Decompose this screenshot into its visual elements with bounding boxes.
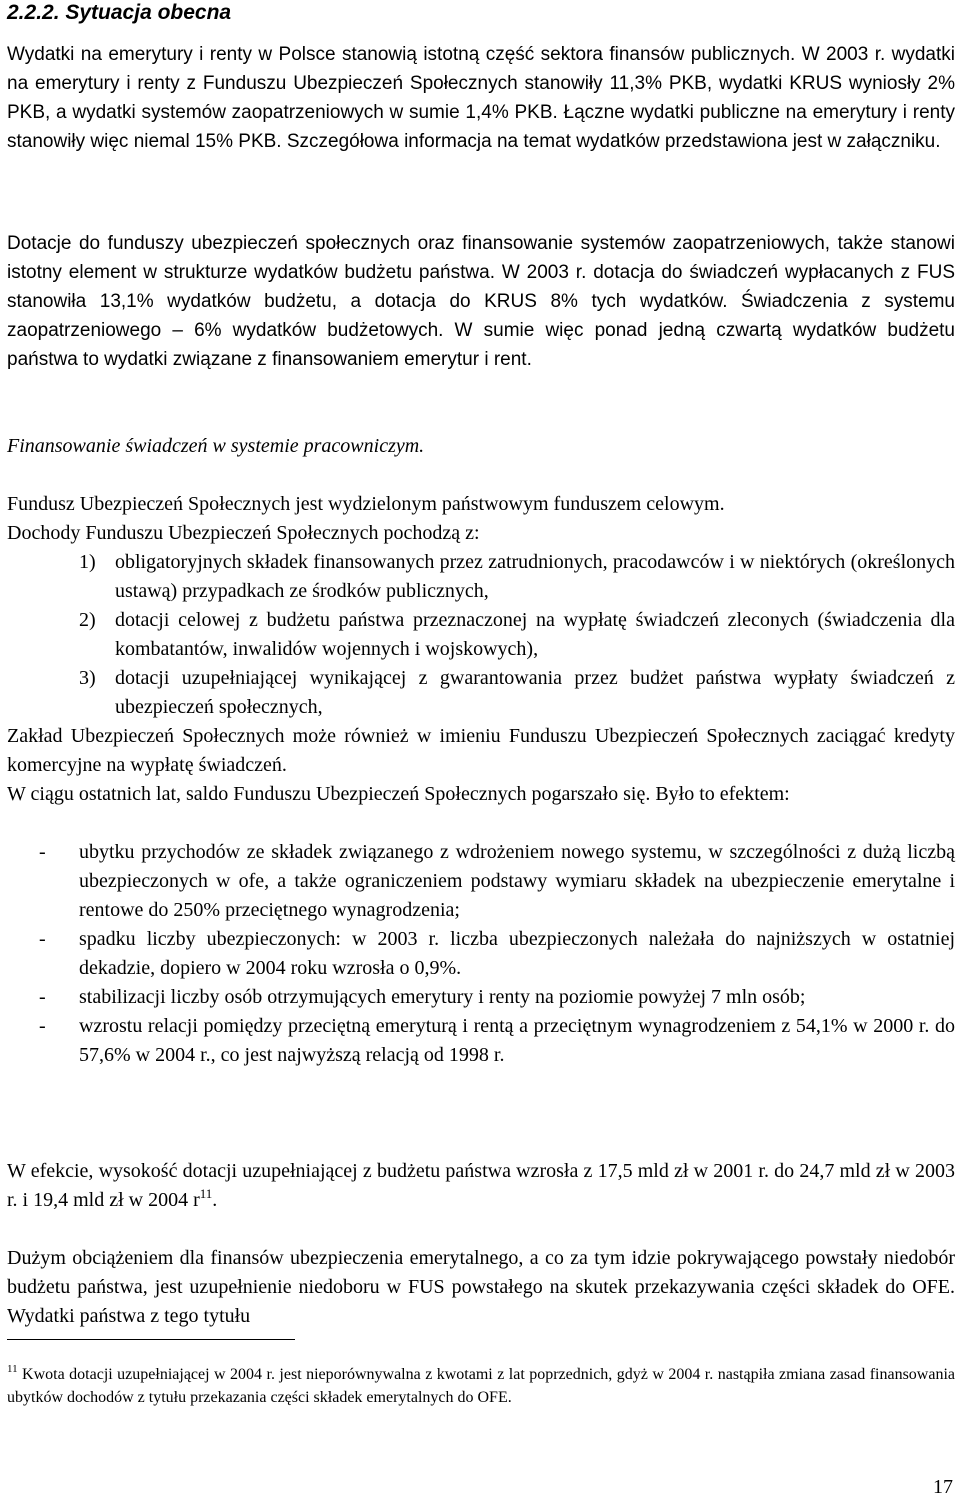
list-item	[7, 1012, 955, 1070]
list-item	[7, 983, 955, 1012]
paragraph-pension-spending-part-b: Łączne wydatki publiczne na emerytury i renty stanowiły więc niemal 15% PKB. Szczegółowa informacja na temat wydatków przedstawiona jest w załączniku.	[7, 102, 955, 152]
income-sources-list	[7, 548, 955, 722]
document-page	[7, 0, 955, 1509]
footnote	[7, 1363, 955, 1409]
subsidy-text-end: .	[212, 1189, 218, 1211]
list-item	[7, 664, 955, 722]
list-item-text: wzrostu relacji pomiędzy przeciętną emeryturą i rentą a przeciętnym wynagrodzeniem z 54,1% w 2000 r. do 57,6% w 2004 r., co jest najwyższą relacją od 1998 r.	[79, 1015, 955, 1066]
list-item	[7, 838, 955, 925]
footnote-separator	[7, 1339, 295, 1340]
paragraph-fus	[7, 490, 955, 548]
list-item-text: dotacji uzupełniającej wynikającej z gwarantowania przez budżet państwa wypłaty świadczeń z ubezpieczeń społecznych,	[115, 667, 955, 718]
list-item	[7, 548, 955, 606]
list-item-number: 3)	[79, 667, 96, 689]
list-item-text: obligatoryjnych składek finansowanych przez zatrudnionych, pracodawców i w niektórych (określonych ustawą) przypadkach ze środków publicznych,	[115, 551, 955, 602]
subsidy-text: W efekcie, wysokość dotacji uzupełniającej z budżetu państwa wzrosła z 17,5 mld zł w 2001 r. do 24,7 mld zł w 2003 r. i 19,4 mld zł w 2004 r	[7, 1160, 955, 1211]
list-item	[7, 606, 955, 664]
footnote-text: Kwota dotacji uzupełniającej w 2004 r. jest nieporównywalna z kwotami z lat poprzednich, gdyż w 2004 r. nastąpiła zmiana zasad finansowania ubytków dochodów z tytułu przekazania części składek emerytalnych do OFE.	[7, 1366, 955, 1406]
list-item-number: 1)	[79, 551, 96, 573]
paragraph-supplementary-subsidy	[7, 1157, 955, 1215]
section-heading: 2.2.2. Sytuacja obecna	[7, 1, 232, 24]
list-item-text: ubytku przychodów ze składek związanego z wdrożeniem nowego systemu, w szczególności z dużą liczbą ubezpieczonych w ofe, a także ograniczeniem podstawy wymiaru składek na ubezpieczenie emerytalne i rentowe do 250% przeciętnego wynagrodzenia;	[79, 841, 955, 921]
list-item-dash: -	[39, 841, 46, 863]
footnote-reference[interactable]: 11	[199, 1186, 213, 1201]
subheading-financing: Finansowanie świadczeń w systemie pracowniczym.	[7, 435, 425, 457]
list-item-dash: -	[39, 986, 46, 1008]
list-item	[7, 925, 955, 983]
paragraph-pension-spending	[7, 40, 955, 156]
list-item-text: spadku liczby ubezpieczonych: w 2003 r. liczba ubezpieczonych należała do najniższych w ostatniej dekadzie, dopiero w 2004 roku wzrosła o 0,9%.	[79, 928, 955, 979]
fus-income-intro: Dochody Funduszu Ubezpieczeń Społecznych pochodzą z:	[7, 522, 480, 544]
fus-definition: Fundusz Ubezpieczeń Społecznych jest wydzielonym państwowym funduszem celowym.	[7, 493, 725, 515]
paragraph-pension-spending-part-a: Wydatki na emerytury i renty w Polsce stanowią istotną część sektora finansów publicznych. W 2003 r. wydatki na emerytury i renty z Funduszu Ubezpieczeń Społecznych stanowiły 11,3% PKB, wydatki KRUS wyniosły 2% PKB, a wydatki systemów zaopatrzeniowych w sumie 1,4% PKB.	[7, 44, 955, 123]
list-item-text: stabilizacji liczby osób otrzymujących emerytury i renty na poziomie powyżej 7 mln osób;	[79, 986, 806, 1008]
list-item-number: 2)	[79, 609, 96, 631]
list-item-dash: -	[39, 1015, 46, 1037]
paragraph-fus-balance: W ciągu ostatnich lat, saldo Funduszu Ubezpieczeń Społecznych pogarszało się. Było to efektem:	[7, 783, 790, 805]
paragraph-ofe-burden: Dużym obciążeniem dla finansów ubezpieczenia emerytalnego, a co za tym idzie pokrywającego powstały niedobór budżetu państwa, jest uzupełnienie niedoboru w FUS powstałego na skutek przekazywania części składek do OFE. Wydatki państwa z tego tytułu	[7, 1247, 955, 1327]
paragraph-zus-credit: Zakład Ubezpieczeń Społecznych może również w imieniu Funduszu Ubezpieczeń Społecznych zaciągać kredyty komercyjne na wypłatę świadczeń.	[7, 725, 955, 776]
list-item-text: dotacji celowej z budżetu państwa przeznaczonej na wypłatę świadczeń zleconych (świadczenia dla kombatantów, inwalidów wojennych i wojskowych),	[115, 609, 955, 660]
paragraph-subsidies: Dotacje do funduszy ubezpieczeń społecznych oraz finansowanie systemów zaopatrzeniowych, także stanowi istotny element w strukturze wydatków budżetu państwa. W 2003 r. dotacja do świadczeń wypłacanych z FUS stanowiła 13,1% wydatków budżetu, a dotacja do KRUS 8% tych wydatków. Świadczenia z systemu zaopatrzeniowego – 6% wydatków budżetowych. W sumie więc ponad jedną czwartą wydatków budżetu państwa to wydatki związane z finansowaniem emerytur i rent.	[7, 233, 955, 370]
list-item-dash: -	[39, 928, 46, 950]
footnote-number: 11	[7, 1363, 18, 1375]
effects-list	[7, 838, 955, 1070]
page-number: 17	[933, 1476, 953, 1498]
